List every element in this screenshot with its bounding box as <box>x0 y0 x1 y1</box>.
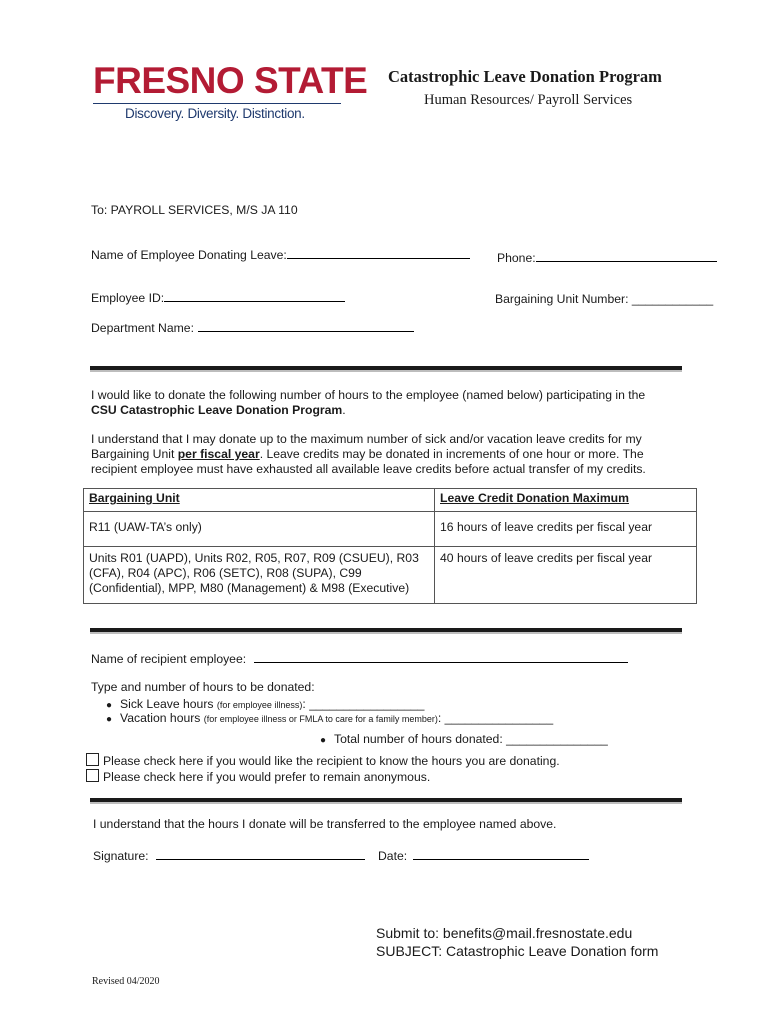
fresno-state-logo <box>93 60 368 126</box>
check-anonymous-row[interactable] <box>86 769 430 784</box>
date-row <box>378 847 589 863</box>
intro-line-3: recipient employee must have exhausted all available leave credits before actual transfer of my credits. <box>91 462 646 476</box>
table-row <box>84 547 697 604</box>
signature-label: Signature: <box>93 849 149 863</box>
total-hours-row[interactable] <box>320 732 608 746</box>
donor-name-field[interactable] <box>287 246 470 259</box>
sick-leave-row[interactable] <box>106 697 424 711</box>
recipient-name-row <box>91 650 628 666</box>
section-divider-1 <box>90 366 682 370</box>
vacation-row[interactable] <box>106 711 553 725</box>
per-fiscal-year-emphasis: per fiscal year <box>177 447 260 461</box>
table-header-row <box>84 489 697 512</box>
employee-id-row <box>91 289 345 305</box>
recipient-name-label: Name of recipient employee: <box>91 652 247 666</box>
transfer-statement: I understand that the hours I donate will be transferred to the employee named above. <box>93 817 557 831</box>
table-cell-unit: R11 (UAW-TA’s only) <box>84 512 435 547</box>
check-know-hours-label: Please check here if you would like the recipient to know the hours you are donating. <box>103 754 560 768</box>
bargaining-unit-field[interactable]: Bargaining Unit Number: ____________ <box>495 292 714 306</box>
intro-line-1: I understand that I may donate up to the maximum number of sick and/or vacation leave credits for my <box>91 432 642 446</box>
check-anonymous-label: Please check here if you would prefer to remain anonymous. <box>103 770 431 784</box>
logo-wordmark: FRESNO STATE <box>93 60 368 101</box>
subject-line: SUBJECT: Catastrophic Leave Donation form <box>376 943 659 959</box>
table-cell-unit: Units R01 (UAPD), Units R02, R05, R07, R09 (CSUEU), R03 (CFA), R04 (APC), R06 (SETC), R08 (SUPA), C99 (Confidential), MPP, M80 (Management) & M98 (Executive) <box>84 547 435 604</box>
logo-divider <box>93 103 341 104</box>
leave-maximum-table <box>83 488 697 604</box>
intro-line-2a: Bargaining Unit <box>91 447 178 461</box>
bullet-icon: ● <box>106 714 113 725</box>
vacation-label: Vacation hours <box>120 711 201 725</box>
bullet-icon: ● <box>106 700 113 711</box>
table-header-bargaining-unit: Bargaining Unit <box>84 489 435 512</box>
employee-id-label: Employee ID: <box>91 291 165 305</box>
phone-label: Phone: <box>497 251 536 265</box>
program-name: CSU Catastrophic Leave Donation Program <box>91 403 343 417</box>
bullet-icon: ● <box>320 735 327 746</box>
intro-period: . <box>342 403 346 417</box>
department-field[interactable] <box>198 319 414 332</box>
table-cell-max: 16 hours of leave credits per fiscal year <box>435 512 697 547</box>
section-divider-3 <box>90 798 682 802</box>
sick-leave-note: (for employee illness) <box>216 700 303 710</box>
date-label: Date: <box>378 849 408 863</box>
form-title: Catastrophic Leave Donation Program <box>388 67 662 86</box>
intro-paragraph-2 <box>91 432 681 477</box>
table-row <box>84 512 697 547</box>
check-know-hours-row[interactable] <box>86 753 560 768</box>
date-field[interactable] <box>413 847 589 860</box>
vacation-field[interactable]: : ________________ <box>437 711 554 725</box>
total-hours-field[interactable]: Total number of hours donated: _______________ <box>334 732 608 746</box>
sick-leave-field[interactable]: : _________________ <box>302 697 425 711</box>
form-subtitle: Human Resources/ Payroll Services <box>424 92 633 108</box>
logo-tagline: Discovery. Diversity. Distinction. <box>125 106 305 121</box>
phone-row <box>497 249 717 265</box>
signature-row <box>93 847 365 863</box>
employee-id-field[interactable] <box>164 289 345 302</box>
intro-text: I would like to donate the following number of hours to the employee (named below) participating in the <box>91 388 646 402</box>
intro-line-2b: . Leave credits may be donated in increments of one hour or more. The <box>259 447 644 461</box>
intro-paragraph-1 <box>91 388 681 418</box>
revision-date: Revised 04/2020 <box>92 976 160 987</box>
donation-type-label: Type and number of hours to be donated: <box>91 680 315 694</box>
table-header-maximum: Leave Credit Donation Maximum <box>435 489 697 512</box>
submit-to-line: Submit to: benefits@mail.fresnostate.edu <box>376 925 633 941</box>
checkbox-anonymous[interactable] <box>86 769 99 782</box>
signature-field[interactable] <box>156 847 365 860</box>
phone-field[interactable] <box>536 249 717 262</box>
department-label: Department Name: <box>91 321 194 335</box>
vacation-note: (for employee illness or FMLA to care for a family member) <box>203 714 438 724</box>
donor-name-row <box>91 246 470 262</box>
recipient-name-field[interactable] <box>254 650 628 663</box>
checkbox-know-hours[interactable] <box>86 753 99 766</box>
table-cell-max: 40 hours of leave credits per fiscal year <box>435 547 697 604</box>
sick-leave-label: Sick Leave hours <box>120 697 214 711</box>
section-divider-2 <box>90 628 682 632</box>
donor-name-label: Name of Employee Donating Leave: <box>91 248 287 262</box>
to-line: To: PAYROLL SERVICES, M/S JA 110 <box>91 203 298 217</box>
department-row <box>91 319 414 335</box>
